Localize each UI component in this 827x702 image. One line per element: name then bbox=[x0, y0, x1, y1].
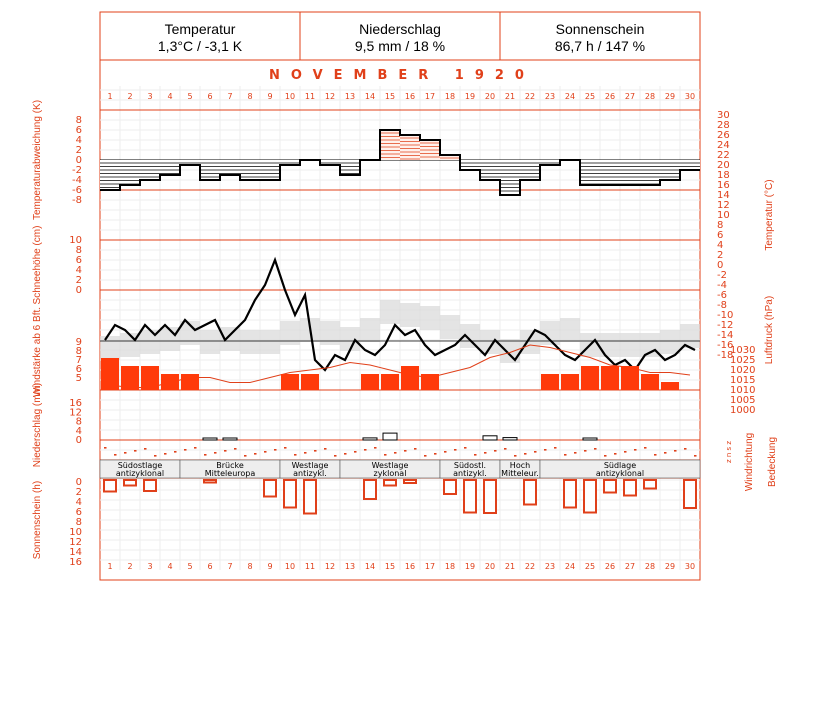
tick-precip: 16 bbox=[69, 398, 82, 410]
tick-pressure: 1015 bbox=[730, 375, 756, 386]
sun-bar bbox=[444, 480, 456, 494]
wind-direction-mark bbox=[184, 449, 187, 451]
temp-range-band bbox=[520, 330, 540, 354]
day-label-top: 20 bbox=[484, 92, 496, 101]
wind-direction-mark bbox=[504, 448, 507, 450]
wind-direction-mark bbox=[104, 447, 107, 449]
wind-direction-mark bbox=[284, 447, 287, 449]
wind-direction-mark bbox=[254, 453, 257, 455]
anomaly-bar bbox=[460, 160, 480, 170]
day-label-bottom: 27 bbox=[624, 562, 636, 571]
day-label-bottom: 30 bbox=[684, 562, 696, 571]
sun-bar bbox=[584, 480, 596, 513]
sun-bar bbox=[524, 480, 536, 505]
weather-type-label: Südlage bbox=[603, 461, 637, 470]
day-label-bottom: 7 bbox=[227, 562, 233, 571]
wind-direction-mark bbox=[594, 448, 597, 450]
sun-bar bbox=[144, 480, 156, 491]
day-label-top: 28 bbox=[644, 92, 656, 101]
day-label-top: 10 bbox=[284, 92, 296, 101]
wind-direction-mark bbox=[384, 454, 387, 456]
day-label-bottom: 2 bbox=[127, 562, 133, 571]
sun-bar bbox=[104, 480, 116, 492]
wind-direction-mark bbox=[544, 449, 547, 451]
tick-wind: 8 bbox=[75, 346, 82, 357]
tick-snow: 8 bbox=[75, 245, 82, 256]
day-label-top: 17 bbox=[424, 92, 436, 101]
temp-range-band bbox=[200, 330, 220, 354]
wind-bar bbox=[161, 374, 179, 390]
tick-snow: 10 bbox=[69, 235, 82, 246]
tick-pressure: 1005 bbox=[730, 395, 756, 406]
day-label-top: 29 bbox=[664, 92, 676, 101]
wind-bar bbox=[101, 358, 119, 390]
tick-wind: 7 bbox=[75, 355, 82, 366]
day-label-top: 19 bbox=[464, 92, 476, 101]
day-label-bottom: 3 bbox=[147, 562, 153, 571]
day-label-bottom: 18 bbox=[444, 562, 456, 571]
sun-bar bbox=[564, 480, 576, 508]
tick-temp: 18 bbox=[717, 170, 730, 181]
wind-direction-mark bbox=[434, 453, 437, 455]
tick-precip: 4 bbox=[75, 425, 82, 437]
day-label-bottom: 22 bbox=[524, 562, 536, 571]
sun-bar bbox=[604, 480, 616, 493]
temp-range-band bbox=[380, 300, 400, 324]
wind-direction-mark bbox=[424, 455, 427, 457]
weather-type-label: Mitteleuropa bbox=[204, 469, 256, 478]
anomaly-bar bbox=[100, 160, 120, 190]
precip-bar bbox=[223, 438, 237, 440]
tick-sun: 14 bbox=[69, 547, 82, 558]
wind-direction-mark bbox=[354, 451, 357, 453]
tick-snow: 6 bbox=[75, 255, 82, 266]
day-label-top: 16 bbox=[404, 92, 416, 101]
precip-value: 9,5 mm / 18 % bbox=[354, 38, 446, 54]
wind-direction-mark bbox=[274, 449, 277, 451]
tick-temp: 0 bbox=[717, 260, 724, 271]
wind-bar bbox=[601, 366, 619, 390]
wind-direction-mark bbox=[164, 453, 167, 455]
day-label-top: 22 bbox=[524, 92, 536, 101]
wind-direction-mark bbox=[334, 455, 337, 457]
sun-bar bbox=[484, 480, 496, 513]
day-label-bottom: 13 bbox=[344, 562, 356, 571]
anomaly-bar bbox=[380, 130, 400, 160]
axis-label-snow: Schneehöhe (cm) bbox=[32, 225, 43, 305]
wind-bar bbox=[121, 366, 139, 390]
wind-direction-mark bbox=[624, 451, 627, 453]
wind-direction-mark bbox=[664, 452, 667, 454]
sun-bar bbox=[404, 480, 416, 483]
day-label-top: 13 bbox=[344, 92, 356, 101]
axis-label-wind-dir: Windrichtung bbox=[744, 432, 755, 492]
temp-range-band bbox=[560, 318, 580, 342]
day-label-bottom: 14 bbox=[364, 562, 376, 571]
day-label-bottom: 17 bbox=[424, 562, 436, 571]
tick-temp-anomaly: -6 bbox=[72, 185, 82, 196]
tick-temp: 10 bbox=[717, 210, 730, 221]
wind-direction-mark bbox=[494, 450, 497, 452]
tick-sun: 4 bbox=[75, 497, 82, 508]
axis-label-precip: Niederschlag (mm) bbox=[32, 382, 43, 468]
wind-bar bbox=[621, 366, 639, 390]
tick-precip: 12 bbox=[69, 407, 82, 419]
day-label-bottom: 20 bbox=[484, 562, 496, 571]
wind-direction-mark bbox=[484, 452, 487, 454]
day-label-top: 18 bbox=[444, 92, 456, 101]
tick-temp: 28 bbox=[717, 120, 730, 131]
tick-temp: -18 bbox=[717, 350, 734, 361]
day-label-bottom: 26 bbox=[604, 562, 616, 571]
temp-range-band bbox=[220, 327, 240, 351]
day-label-top: 7 bbox=[227, 92, 233, 101]
weather-type-label: Südostlage bbox=[117, 461, 163, 470]
tick-temp: 30 bbox=[717, 110, 730, 121]
day-label-bottom: 4 bbox=[167, 562, 173, 571]
tick-pressure: 1020 bbox=[730, 365, 756, 376]
day-label-bottom: 24 bbox=[564, 562, 576, 571]
tick-sun: 0 bbox=[75, 477, 82, 488]
temp-range-band bbox=[100, 336, 120, 360]
tick-temp: 22 bbox=[717, 150, 730, 161]
wind-direction-mark bbox=[514, 455, 517, 457]
tick-temp: -16 bbox=[717, 340, 734, 351]
wind-bar bbox=[361, 374, 379, 390]
tick-precip: 8 bbox=[75, 416, 82, 428]
tick-temp-anomaly: 2 bbox=[75, 145, 82, 156]
wind-direction-mark bbox=[674, 450, 677, 452]
wind-direction-mark bbox=[244, 455, 247, 457]
wind-direction-mark bbox=[134, 450, 137, 452]
wind-direction-mark bbox=[644, 447, 647, 449]
wind-bar bbox=[561, 374, 579, 390]
axis-label-sun: Sonnenschein (h) bbox=[32, 480, 43, 560]
temp-range-band bbox=[260, 330, 280, 354]
wind-direction-mark bbox=[414, 448, 417, 450]
day-label-bottom: 15 bbox=[384, 562, 396, 571]
axis-label-temp: Temperatur (°C) bbox=[764, 179, 775, 251]
anomaly-bar bbox=[680, 160, 700, 170]
axis-label-cover: Bedeckung bbox=[767, 436, 778, 488]
temp-range-band bbox=[620, 333, 640, 357]
sun-title: Sonnenschein bbox=[555, 21, 645, 37]
day-label-bottom: 29 bbox=[664, 562, 676, 571]
day-label-top: 4 bbox=[167, 92, 173, 101]
tick-temp: 24 bbox=[717, 140, 730, 151]
wind-bar bbox=[381, 374, 399, 390]
wind-direction-mark bbox=[554, 447, 557, 449]
tick-wind: 9 bbox=[75, 337, 82, 348]
tick-temp: -6 bbox=[717, 290, 727, 301]
tick-temp: 16 bbox=[717, 180, 730, 191]
wind-direction-mark bbox=[534, 451, 537, 453]
tick-pressure: 1000 bbox=[730, 405, 756, 416]
day-label-bottom: 11 bbox=[304, 562, 316, 571]
wind-bar bbox=[141, 366, 159, 390]
wind-direction-mark bbox=[264, 451, 267, 453]
temp-title: Temperatur bbox=[164, 21, 236, 37]
weather-type-label: antizykl. bbox=[453, 469, 487, 478]
wind-direction-mark bbox=[114, 454, 117, 456]
wind-direction-mark bbox=[324, 448, 327, 450]
weather-type-label: zyklonal bbox=[373, 469, 407, 478]
wind-direction-mark bbox=[224, 450, 227, 452]
tick-snow: 4 bbox=[75, 265, 82, 276]
day-label-bottom: 21 bbox=[504, 562, 516, 571]
day-label-top: 21 bbox=[504, 92, 516, 101]
wind-direction-mark bbox=[444, 451, 447, 453]
wind-bar bbox=[181, 374, 199, 390]
tick-temp: -10 bbox=[717, 310, 734, 321]
axis-label-temp-anomaly: Temperaturabweichung (K) bbox=[32, 99, 43, 221]
anomaly-bar bbox=[640, 160, 660, 185]
wind-direction-mark bbox=[454, 449, 457, 451]
tick-temp-anomaly: -2 bbox=[72, 165, 82, 176]
precip-bar bbox=[503, 438, 517, 440]
weather-type-label: antizyklonal bbox=[115, 469, 165, 478]
anomaly-bar bbox=[580, 160, 600, 185]
day-label-bottom: 1 bbox=[107, 562, 113, 571]
day-label-top: 11 bbox=[304, 92, 316, 101]
temp-value: 1,3°C / -3,1 K bbox=[157, 38, 243, 54]
precip-bar bbox=[383, 433, 397, 440]
anomaly-bar bbox=[340, 160, 360, 175]
wind-direction-mark bbox=[634, 449, 637, 451]
day-label-top: 2 bbox=[127, 92, 133, 101]
tick-temp: 6 bbox=[717, 230, 724, 241]
day-label-top: 12 bbox=[324, 92, 336, 101]
wind-direction-mark bbox=[144, 448, 147, 450]
day-label-top: 5 bbox=[187, 92, 193, 101]
wind-direction-mark bbox=[204, 454, 207, 456]
tick-temp-anomaly: 4 bbox=[75, 135, 82, 146]
wind-bar bbox=[301, 374, 319, 390]
tick-temp-anomaly: 8 bbox=[75, 115, 82, 126]
day-label-top: 27 bbox=[624, 92, 636, 101]
precip-bar bbox=[363, 438, 377, 440]
day-label-top: 25 bbox=[584, 92, 596, 101]
anomaly-bar bbox=[220, 160, 240, 175]
tick-temp-anomaly: 6 bbox=[75, 125, 82, 136]
tick-temp: 12 bbox=[717, 200, 730, 211]
day-label-bottom: 19 bbox=[464, 562, 476, 571]
wind-direction-mark bbox=[234, 448, 237, 450]
sun-bar bbox=[264, 480, 276, 497]
wind-direction-mark bbox=[294, 454, 297, 456]
temp-range-band bbox=[340, 327, 360, 351]
wind-direction-mark bbox=[574, 452, 577, 454]
axis-label-wind: Windstärke ab 6 Bft. bbox=[32, 306, 43, 398]
day-label-bottom: 9 bbox=[267, 562, 273, 571]
sun-bar bbox=[304, 480, 316, 514]
tick-snow: 0 bbox=[75, 285, 82, 296]
wind-direction-mark bbox=[374, 447, 377, 449]
weather-type-label: Westlage bbox=[291, 461, 329, 470]
wind-direction-mark bbox=[344, 453, 347, 455]
tick-temp: -4 bbox=[717, 280, 727, 291]
tick-wind: 6 bbox=[75, 364, 82, 375]
temp-range-band bbox=[440, 315, 460, 339]
day-label-top: 9 bbox=[267, 92, 273, 101]
wind-direction-mark bbox=[684, 448, 687, 450]
tick-temp-anomaly: 0 bbox=[75, 155, 82, 166]
tick-temp: 4 bbox=[717, 240, 724, 251]
wind-direction-mark bbox=[474, 454, 477, 456]
sun-bar bbox=[644, 480, 656, 489]
weather-type-label: Mitteleur. bbox=[501, 469, 539, 478]
temp-range-band bbox=[240, 330, 260, 354]
temp-range-band bbox=[680, 324, 700, 348]
tick-pressure: 1010 bbox=[730, 385, 756, 396]
compass-label: z n s z bbox=[725, 440, 733, 464]
wind-direction-mark bbox=[394, 452, 397, 454]
wind-direction-mark bbox=[314, 450, 317, 452]
wind-direction-mark bbox=[604, 455, 607, 457]
anomaly-bar bbox=[500, 160, 520, 195]
wind-direction-mark bbox=[694, 455, 697, 457]
tick-temp: 20 bbox=[717, 160, 730, 171]
sun-bar bbox=[684, 480, 696, 508]
sun-bar bbox=[124, 480, 136, 486]
wind-direction-mark bbox=[214, 452, 217, 454]
sun-bar bbox=[284, 480, 296, 508]
weather-type-label: antizyklonal bbox=[595, 469, 645, 478]
wind-direction-mark bbox=[124, 452, 127, 454]
weather-type-label: antizykl. bbox=[293, 469, 327, 478]
tick-pressure: 1030 bbox=[730, 345, 756, 356]
tick-sun: 8 bbox=[75, 517, 82, 528]
temp-range-band bbox=[400, 303, 420, 327]
wind-direction-mark bbox=[464, 447, 467, 449]
tick-temp: 8 bbox=[717, 220, 724, 231]
day-label-bottom: 6 bbox=[207, 562, 213, 571]
anomaly-bar bbox=[400, 135, 420, 160]
precip-bar bbox=[203, 438, 217, 440]
day-label-top: 30 bbox=[684, 92, 696, 101]
day-label-top: 8 bbox=[247, 92, 253, 101]
tick-temp-anomaly: -8 bbox=[72, 195, 82, 206]
anomaly-bar bbox=[600, 160, 620, 185]
wind-direction-mark bbox=[154, 455, 157, 457]
precip-bar bbox=[483, 436, 497, 440]
wind-direction-mark bbox=[364, 449, 367, 451]
wind-direction-mark bbox=[194, 447, 197, 449]
day-label-top: 6 bbox=[207, 92, 213, 101]
day-label-bottom: 5 bbox=[187, 562, 193, 571]
wind-bar bbox=[581, 366, 599, 390]
tick-sun: 2 bbox=[75, 487, 82, 498]
tick-sun: 6 bbox=[75, 507, 82, 518]
tick-precip: 0 bbox=[75, 435, 82, 446]
wind-direction-mark bbox=[654, 454, 657, 456]
tick-temp: -14 bbox=[717, 330, 734, 341]
day-label-top: 26 bbox=[604, 92, 616, 101]
wind-direction-mark bbox=[404, 450, 407, 452]
day-label-bottom: 16 bbox=[404, 562, 416, 571]
tick-temp: -12 bbox=[717, 320, 734, 331]
tick-temp: 26 bbox=[717, 130, 730, 141]
tick-temp: 14 bbox=[717, 190, 730, 201]
day-label-top: 24 bbox=[564, 92, 576, 101]
sun-bar bbox=[204, 480, 216, 483]
temp-range-band bbox=[500, 339, 520, 363]
sun-bar bbox=[464, 480, 476, 513]
precip-bar bbox=[583, 438, 597, 440]
weather-type-label: Südostl. bbox=[453, 461, 487, 470]
tick-sun: 16 bbox=[69, 557, 82, 568]
month-label: NOVEMBER 1920 bbox=[269, 68, 535, 83]
tick-temp: -8 bbox=[717, 300, 727, 311]
sun-value: 86,7 h / 147 % bbox=[554, 38, 646, 54]
temp-range-band bbox=[420, 306, 440, 330]
temp-range-band bbox=[660, 330, 680, 354]
tick-sun: 12 bbox=[69, 537, 82, 548]
day-label-top: 1 bbox=[107, 92, 113, 101]
weather-type-label: Brücke bbox=[216, 461, 244, 470]
precip-title: Niederschlag bbox=[359, 21, 441, 37]
anomaly-bar bbox=[620, 160, 640, 185]
wind-direction-mark bbox=[584, 450, 587, 452]
weather-type-label: Westlage bbox=[371, 461, 409, 470]
day-label-bottom: 10 bbox=[284, 562, 296, 571]
wind-direction-mark bbox=[524, 453, 527, 455]
day-label-top: 14 bbox=[364, 92, 376, 101]
tick-temp: -2 bbox=[717, 270, 727, 281]
day-label-bottom: 25 bbox=[584, 562, 596, 571]
wind-bar bbox=[281, 374, 299, 390]
day-label-bottom: 28 bbox=[644, 562, 656, 571]
day-label-top: 3 bbox=[147, 92, 153, 101]
sun-bar bbox=[624, 480, 636, 496]
tick-wind: 5 bbox=[75, 373, 82, 384]
wind-bar bbox=[541, 374, 559, 390]
tick-temp: 2 bbox=[717, 250, 724, 261]
wind-bar bbox=[421, 374, 439, 390]
day-label-bottom: 12 bbox=[324, 562, 336, 571]
day-label-top: 15 bbox=[384, 92, 396, 101]
anomaly-bar bbox=[160, 160, 180, 175]
day-label-top: 23 bbox=[544, 92, 556, 101]
day-label-bottom: 23 bbox=[544, 562, 556, 571]
anomaly-bar bbox=[120, 160, 140, 185]
wind-direction-mark bbox=[614, 453, 617, 455]
tick-pressure: 1025 bbox=[730, 355, 756, 366]
wind-bar bbox=[641, 374, 659, 390]
sun-bar bbox=[364, 480, 376, 499]
wind-direction-mark bbox=[174, 451, 177, 453]
wind-bar bbox=[661, 382, 679, 390]
wind-bar bbox=[401, 366, 419, 390]
tick-snow: 2 bbox=[75, 275, 82, 286]
axis-label-pressure: Luftdruck (hPa) bbox=[764, 295, 775, 365]
sun-bar bbox=[384, 480, 396, 486]
temp-range-band bbox=[360, 318, 380, 342]
wind-direction-mark bbox=[304, 452, 307, 454]
weather-type-label: Hoch bbox=[509, 461, 531, 470]
tick-sun: 10 bbox=[69, 527, 82, 538]
day-label-bottom: 8 bbox=[247, 562, 253, 571]
wind-direction-mark bbox=[564, 454, 567, 456]
tick-temp-anomaly: -4 bbox=[72, 175, 82, 186]
